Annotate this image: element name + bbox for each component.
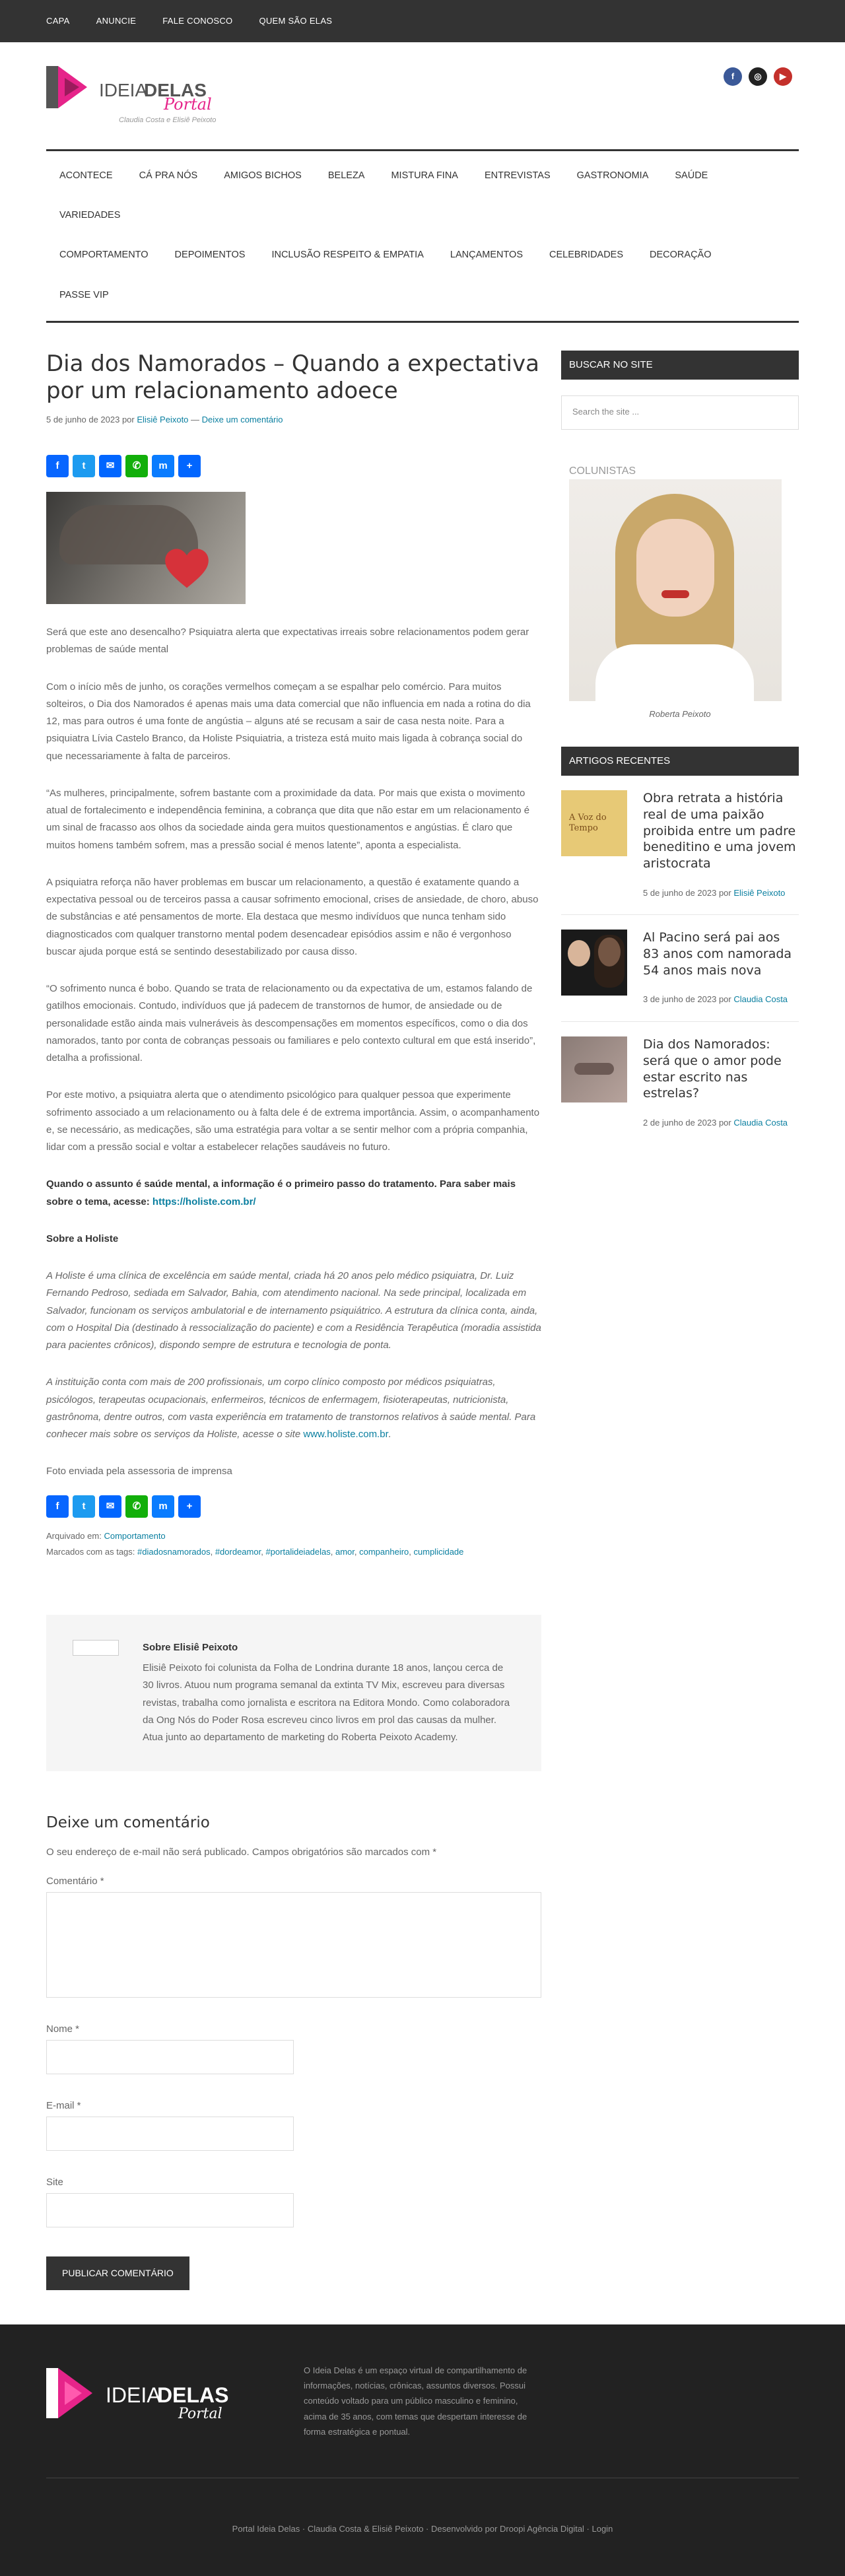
- nav-beleza[interactable]: BELEZA: [327, 170, 365, 181]
- about-holiste-heading: Sobre a Holiste: [46, 1233, 119, 1244]
- filed-under: [46, 1530, 541, 1543]
- social-icons: [724, 67, 792, 86]
- nav-mistura-fina[interactable]: MISTURA FINA: [391, 170, 458, 181]
- recent-post-title[interactable]: Al Pacino será pai aos 83 anos com namorada 54 anos mais nova: [643, 930, 792, 978]
- tags-line: Marcados com as tags: #diadosnamorados, #dordeamor, #portalideiadelas, amor, companheiro, cumplicidade: [46, 1547, 464, 1557]
- article-title: Dia dos Namorados – Quando a expectativa por um relacionamento adoece: [46, 350, 539, 404]
- footer-logo-light: IDEIA: [106, 2383, 161, 2407]
- share-messenger-icon[interactable]: m: [152, 1495, 174, 1518]
- youtube-icon[interactable]: ▶: [774, 67, 792, 86]
- tag-link[interactable]: #dordeamor: [215, 1547, 261, 1557]
- main-nav: [46, 149, 799, 323]
- nav-comportamento[interactable]: COMPORTAMENTO: [59, 250, 149, 261]
- article-author-link[interactable]: Elisiê Peixoto: [137, 415, 189, 425]
- recent-post-body: [643, 790, 799, 900]
- recent-post-date: 3 de junho de 2023: [643, 994, 717, 1005]
- recent-posts-widget: [561, 747, 799, 1145]
- about-holiste-end: .: [388, 1429, 391, 1441]
- nav-lancamentos[interactable]: LANÇAMENTOS: [450, 250, 524, 261]
- article-paragraph: A psiquiatra reforça não haver problemas em buscar um relacionamento, a questão é exatamente quando a expectativa pessoal ou de terceiros passa a causar sofrimento emocional, crises de ansiedade, de choro, abuso de substâncias e até pensamentos de morte. Ela destaca que mesmo indivíduos que nunca tenham sido diagnosticados com qualquer transtorno mental podem desencadear episódios assim e não é vergonhoso buscar ajuda porque está se sentindo desestabilizado por causa disso.: [46, 876, 539, 957]
- recent-post-author[interactable]: Elisiê Peixoto: [733, 887, 786, 898]
- article-by: por: [121, 415, 135, 425]
- article-paragraph: “O sofrimento nunca é bobo. Quando se trata de relacionamento ou da expectativa de um, estamos falando de gatilhos emocionais. Contudo, indivíduos que já padecem de transtornos de humor, de ansiedade ou de personalidade estão ainda mais vulneráveis às descompensações em momentos específicos, como o dia dos namorados, tanto por conta de cobranças pessoais ou familiares e pelo contexto cultural em que está inserido”, detalha a profissional.: [46, 983, 536, 1064]
- recent-post-title[interactable]: Dia dos Namorados: será que o amor pode estar escrito nas estrelas?: [643, 1037, 782, 1101]
- nav-variedades[interactable]: VARIEDADES: [59, 210, 121, 221]
- instagram-icon[interactable]: ◎: [749, 67, 767, 86]
- nav-depoimentos[interactable]: DEPOIMENTOS: [174, 250, 246, 261]
- recent-post-author[interactable]: Claudia Costa: [733, 994, 788, 1005]
- nav-passe-vip[interactable]: PASSE VIP: [59, 289, 109, 300]
- content-wrap: [46, 351, 799, 2290]
- footer-logo-script: Portal: [178, 2405, 222, 2422]
- holiste-link[interactable]: https://holiste.com.br/: [152, 1196, 256, 1207]
- nav-entrevistas[interactable]: ENTREVISTAS: [484, 170, 551, 181]
- nav-gastronomia[interactable]: GASTRONOMIA: [576, 170, 649, 181]
- portrait-lips-shape: [661, 590, 689, 598]
- share-bar-bottom: [46, 1495, 541, 1518]
- footer-logo-bold: DELAS: [157, 2383, 229, 2407]
- share-twitter-icon[interactable]: t: [73, 455, 95, 477]
- author-avatar: [73, 1640, 119, 1656]
- recent-post-body: [643, 930, 799, 1007]
- photo-credit: Foto enviada pela assessoria de imprensa: [46, 1466, 232, 1477]
- footer-credits[interactable]: Portal Ideia Delas · Claudia Costa & Elisiê Peixoto · Desenvolvido por Droopi Agência Digital · Login: [232, 2523, 613, 2534]
- share-messenger-icon[interactable]: m: [152, 455, 174, 477]
- heart-icon: [164, 546, 210, 592]
- logo-text-script: Portal: [164, 95, 212, 114]
- nav-celebridades[interactable]: CELEBRIDADES: [549, 250, 624, 261]
- portrait-face-shape: [636, 519, 714, 617]
- article-date: 5 de junho de 2023: [46, 415, 120, 425]
- recent-post[interactable]: [561, 930, 799, 1022]
- about-holiste-paragraph-2: [46, 1374, 541, 1443]
- about-holiste-text: A instituição conta com mais de 200 profissionais, um corpo clínico composto por médicos psiquiatras, psicólogos, terapeutas ocupacionais, enfermeiros, técnicos de enfermagem, fisioterapeutas, nutricionista, gastrônoma, dentre outros, com vasta experiência em tratamento de transtornos relativos à saúde mental. Para conhecer mais sobre os serviços da Holiste, acesse o site: [46, 1376, 536, 1441]
- logo-mark-icon: [46, 63, 224, 116]
- comment-form-title: Deixe um comentário: [46, 1814, 210, 1832]
- comment-link[interactable]: Deixe um comentário: [201, 415, 283, 425]
- email-label: E-mail *: [46, 2100, 81, 2112]
- article-paragraph: Por este motivo, a psiquiatra alerta que o atendimento psicológico para qualquer pessoa que experimente sofrimento associado a um relacionamento ou à falta dele é de extrema importância. Assim, o acompanhamento e, se necessário, as medicações, são uma estratégia para voltar a se sentir melhor com a própria companhia, lidar com a pressão social e voltar a estabelecer relações saudáveis no futuro.: [46, 1089, 540, 1153]
- topnav-anuncie[interactable]: ANUNCIE: [96, 15, 137, 26]
- nav-decoracao[interactable]: DECORAÇÃO: [650, 250, 712, 261]
- recent-post-title[interactable]: Obra retrata a história real de uma paixão proibida entre um padre beneditino e uma jovem aristocrata: [643, 791, 796, 871]
- article-paragraph: “As mulheres, principalmente, sofrem bastante com a proximidade da data. Por mais que exista o movimento atual de fortalecimento e independência feminina, a cobrança que dita que não estar em um relacionamento é um sinal de fracasso aos olhos da sociedade ainda gera muitos questionamentos e angústias. É claro que muitos homens também sofrem, mas a pressão social é menos latente”, aponta a especialista.: [46, 787, 530, 851]
- footer-logo[interactable]: [46, 2364, 238, 2423]
- share-facebook-icon[interactable]: f: [46, 455, 69, 477]
- holiste-site-link[interactable]: www.holiste.com.br: [303, 1429, 389, 1441]
- site-input[interactable]: [46, 2193, 294, 2227]
- category-link[interactable]: Comportamento: [104, 1530, 166, 1541]
- thumb-shape: [574, 1063, 614, 1075]
- filed-label: Arquivado em:: [46, 1530, 102, 1541]
- share-twitter-icon[interactable]: t: [73, 1495, 95, 1518]
- logo-text-light: IDEIA: [99, 80, 148, 100]
- tag-link[interactable]: cumplicidade: [413, 1547, 464, 1557]
- search-widget-title: BUSCAR NO SITE: [561, 351, 799, 380]
- site-header: [46, 42, 799, 149]
- article-paragraph: Com o início mês de junho, os corações vermelhos começam a se espalhar pelo comércio. Para muitos solteiros, o Dia dos Namorados é apenas mais uma data comercial que não influencia em nada a rotina do dia 12, mas para outros é uma fonte de angústia – alguns até se recusam a sair de casa nesta noite. Para a psiquiatra Lívia Castelo Branco, da Holiste Psiquiatria, a tristeza está muito mais ligada à cobrança social do que necessariamente à falta de parceiros.: [46, 681, 531, 762]
- recent-post-by: por: [718, 1117, 731, 1128]
- nav-acontece[interactable]: ACONTECE: [59, 170, 113, 181]
- recent-post-date: 2 de junho de 2023: [643, 1117, 717, 1128]
- recent-post[interactable]: [561, 1036, 799, 1145]
- tag-link[interactable]: companheiro: [359, 1547, 409, 1557]
- about-holiste-paragraph: A Holiste é uma clínica de excelência em saúde mental, criada há 20 anos pelo médico psiquiatra, Dr. Luiz Fernando Pedroso, sediada em Salvador, Bahia, com atendimento nacional. Na sede principal, localizada em Salvador, funcionam os serviços ambulatorial e de internamento psiquiátrico. A estrutura da clínica conta, ainda, com o Hospital Dia (destinado à ressocialização do paciente) e com a Residência Terapêutica (moradia assistida para pacientes crônicos), dispondo sempre de estrutura e tecnologia de ponta.: [46, 1270, 541, 1351]
- main-nav-row-2: [46, 236, 799, 315]
- portrait-shirt-shape: [595, 644, 754, 701]
- cta-text: Quando o assunto é saúde mental, a informação é o primeiro passo do tratamento. Para saber mais sobre o tema, acesse:: [46, 1178, 516, 1207]
- recent-post-thumbnail[interactable]: [561, 930, 627, 996]
- author-box-bio: Elisiê Peixoto foi colunista da Folha de Londrina durante 18 anos, lançou cerca de 30 livros. Atuou num programa semanal da extinta TV Mix, escreveu para diversas revistas, trabalha como jornalista e escritora na Editora Mondo. Como colaboradora da Ong Nós do Poder Rosa escreveu cinco livros em prol das causas da mulher. Atua junto ao departamento de marketing do Roberta Peixoto Academy.: [143, 1662, 510, 1744]
- recent-post-meta: [643, 1116, 799, 1130]
- author-box: [46, 1615, 541, 1771]
- site-logo[interactable]: [46, 63, 224, 129]
- facebook-icon[interactable]: f: [724, 67, 742, 86]
- thumb-face-shape: [568, 940, 590, 966]
- article: [46, 351, 541, 2290]
- comment-label: Comentário *: [46, 1876, 104, 1887]
- nav-inclusao[interactable]: INCLUSÃO RESPEITO & EMPATIA: [271, 250, 424, 261]
- share-whatsapp-icon[interactable]: ✆: [125, 1495, 148, 1518]
- columnist-caption: Roberta Peixoto: [649, 709, 711, 720]
- footer-about: O Ideia Delas é um espaço virtual de compartilhamento de informações, notícias, crônicas, assuntos diversos. Possui conteúdo voltado para um público masculino e feminino, acima de 35 anos, com temas que despertam interesse de forma estratégica e pontual.: [304, 2365, 527, 2437]
- recent-post-by: por: [718, 887, 731, 898]
- share-email-icon[interactable]: ✉: [99, 455, 121, 477]
- tag-link[interactable]: #portalideiadelas: [265, 1547, 331, 1557]
- share-facebook-icon[interactable]: f: [46, 1495, 69, 1518]
- featured-image: [46, 492, 246, 604]
- main-nav-row-1: [46, 156, 799, 236]
- cta-paragraph: [46, 1176, 541, 1211]
- site-footer: [0, 2324, 845, 2576]
- share-more-icon[interactable]: +: [178, 455, 201, 477]
- thumb-hair-shape: [594, 935, 625, 988]
- author-box-heading: Sobre Elisiê Peixoto: [143, 1642, 238, 1654]
- recent-post-thumbnail[interactable]: [561, 1036, 627, 1102]
- recent-post-author[interactable]: Claudia Costa: [733, 1117, 788, 1128]
- share-bar-top: [46, 455, 541, 477]
- nav-ca-pra-nos[interactable]: CÁ PRA NÓS: [139, 170, 198, 181]
- submit-comment-button[interactable]: PUBLICAR COMENTÁRIO: [46, 2256, 189, 2289]
- topnav-quem-sao-elas[interactable]: QUEM SÃO ELAS: [259, 15, 333, 26]
- footer-logo-mark-icon: [46, 2364, 238, 2423]
- recent-post[interactable]: [561, 790, 799, 915]
- nav-saude[interactable]: SAÚDE: [675, 170, 708, 181]
- recent-post-by: por: [718, 994, 731, 1005]
- recent-post-thumbnail[interactable]: [561, 790, 627, 856]
- author-info: [143, 1640, 515, 1746]
- share-email-icon[interactable]: ✉: [99, 1495, 121, 1518]
- article-meta: [46, 413, 541, 427]
- recent-post-meta: [643, 993, 799, 1007]
- sidebar: [561, 351, 799, 2290]
- name-label: Nome *: [46, 2023, 80, 2035]
- email-input[interactable]: [46, 2117, 294, 2151]
- recent-title: ARTIGOS RECENTES: [561, 747, 799, 776]
- comment-form-note: O seu endereço de e-mail não será publicado. Campos obrigatórios são marcados com *: [46, 1847, 437, 1858]
- topnav-capa[interactable]: CAPA: [46, 15, 70, 26]
- logo-text-bold: DELAS: [144, 80, 207, 100]
- name-input[interactable]: [46, 2040, 294, 2074]
- tag-link[interactable]: amor: [335, 1547, 355, 1557]
- share-whatsapp-icon[interactable]: ✆: [125, 455, 148, 477]
- meta-separator: —: [191, 415, 200, 425]
- tag-link[interactable]: #diadosnamorados: [137, 1547, 211, 1557]
- columnists-title: COLUNISTAS: [569, 465, 636, 477]
- search-input[interactable]: Search the site ...: [561, 395, 799, 430]
- columnist-photo[interactable]: [569, 479, 782, 701]
- topnav-fale-conosco[interactable]: FALE CONOSCO: [162, 15, 233, 26]
- comment-textarea[interactable]: [46, 1892, 541, 1998]
- article-paragraph: Será que este ano desencalho? Psiquiatra alerta que expectativas irreais sobre relacionamentos podem gerar problemas de saúde mental: [46, 627, 529, 656]
- thumb-book-title: A Voz do Tempo: [569, 813, 607, 833]
- site-label: Site: [46, 2177, 63, 2188]
- nav-amigos-bichos[interactable]: AMIGOS BICHOS: [224, 170, 302, 181]
- site-tagline: Claudia Costa e Elisiê Peixoto: [119, 116, 217, 124]
- tags-label: Marcados com as tags:: [46, 1547, 135, 1557]
- top-bar: [0, 0, 845, 42]
- recent-post-date: 5 de junho de 2023: [643, 887, 717, 898]
- recent-post-meta: [643, 887, 799, 900]
- share-more-icon[interactable]: +: [178, 1495, 201, 1518]
- recent-post-body: [643, 1036, 799, 1130]
